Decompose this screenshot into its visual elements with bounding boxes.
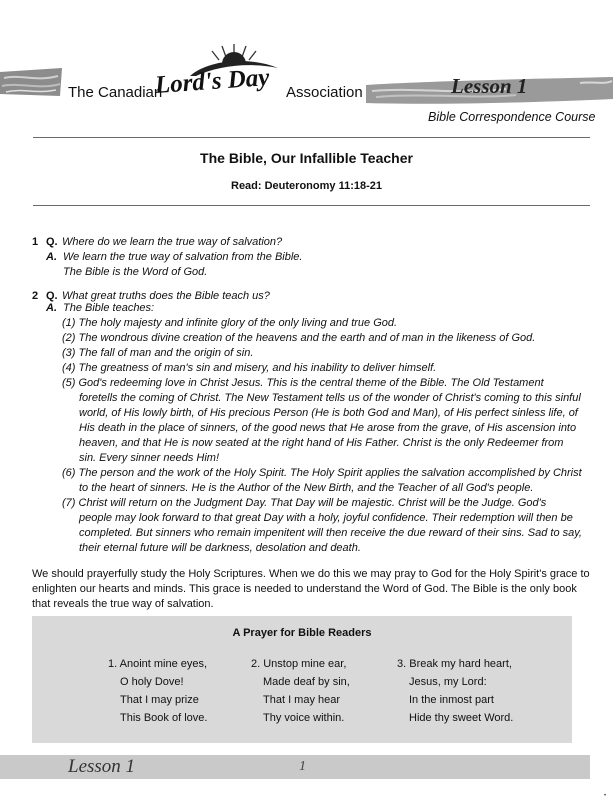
- question-number: 2: [32, 290, 39, 302]
- verse-line: This Book of love.: [120, 712, 208, 724]
- answer-label: A.: [46, 302, 57, 314]
- verse-line: That I may prize: [120, 694, 199, 706]
- verse-line: 1. Anoint mine eyes,: [108, 658, 208, 670]
- teaching-item: (4) The greatness of man's sin and misery, and his inability to deliver himself.: [62, 362, 437, 374]
- prayer-verse-2: [251, 655, 350, 727]
- verse-line: 2. Unstop mine ear,: [251, 658, 347, 670]
- answer-label: A.: [46, 251, 57, 263]
- question-label: Q.: [46, 236, 58, 248]
- question-number: 1: [32, 236, 39, 248]
- lesson-title: The Bible, Our Infallible Teacher: [200, 150, 413, 166]
- prayer-title: A Prayer for Bible Readers: [232, 627, 372, 639]
- question-text: Where do we learn the true way of salvation?: [62, 236, 283, 248]
- verse-line: O holy Dove!: [120, 676, 184, 688]
- teaching-item: (1) The holy majesty and infinite glory of the only living and true God.: [62, 317, 398, 329]
- prayer-box: [32, 616, 572, 743]
- brush-stroke-left-icon: [0, 66, 62, 98]
- org-name-suffix: Association: [286, 84, 363, 101]
- teachings-list: [62, 316, 582, 556]
- prayer-verse-1: [108, 655, 207, 727]
- title-divider: [33, 205, 590, 206]
- verse-line: That I may hear: [263, 694, 341, 706]
- teaching-item: (2) The wondrous divine creation of the heavens and the earth and of man in the likeness of God.: [62, 332, 536, 344]
- verse-line: 3. Break my hard heart,: [397, 658, 512, 670]
- header-divider: [33, 137, 590, 138]
- teaching-item: (7) Christ will return on the Judgment Day. That Day will be majestic. Christ will be the Judge. God's people may look forward to that great Day with a holy, joyful confidence. Their redemption will then be completed. But sinners who remain impenitent will then receive the due reward of their sins. Sad to say, their eternal future will be darkness, desolation and death.: [62, 497, 582, 554]
- question-text: What great truths does the Bible teach us?: [62, 290, 270, 302]
- verse-line: Jesus, my Lord:: [409, 676, 487, 688]
- page-footer: [0, 755, 590, 779]
- teaching-item: (3) The fall of man and the origin of sin.: [62, 347, 254, 359]
- org-name-prefix: The Canadian: [68, 84, 163, 101]
- teaching-item: (5) God's redeeming love in Christ Jesus. This is the central theme of the Bible. The Old Testament foretells the coming of Christ. The New Testament tells us of the wonder of Christ's coming to this sinful world, of His lowly birth, of His precious Person (He is both God and Man), of His perfect sinless life, of His death in the place of sinners, of the good news that He arose from the grave, of His ascension into heaven, and that He is now seated at the right hand of His Father. Christ is the only Redeemer from sin. Every sinner needs Him!: [62, 377, 581, 464]
- closing-paragraph: We should prayerfully study the Holy Scriptures. When we do this we may pray to God for the Holy Spirit's grace to enlighten our hearts and minds. This grace is needed to understand the Word of God. The Bible is the only book that reveals the true way of salvation.: [32, 568, 590, 610]
- verse-line: In the inmost part: [409, 694, 494, 706]
- page-number: 1: [299, 759, 306, 774]
- org-name-script: Lord's Day: [154, 64, 271, 100]
- verse-line: Hide thy sweet Word.: [409, 712, 514, 724]
- verse-line: Thy voice within.: [263, 712, 345, 724]
- teaching-item: (6) The person and the work of the Holy Spirit. The Holy Spirit applies the salvation accomplished by Christ to the heart of sinners. He is the Author of the New Birth, and the Teacher of all God's people.: [62, 467, 582, 494]
- footer-lesson: Lesson 1: [68, 756, 136, 777]
- answer-line: We learn the true way of salvation from the Bible.: [63, 251, 303, 263]
- question-label: Q.: [46, 290, 58, 302]
- reading-reference: Read: Deuteronomy 11:18-21: [231, 180, 382, 192]
- lesson-tag: Lesson 1: [451, 74, 528, 98]
- course-subtitle: Bible Correspondence Course: [428, 110, 596, 124]
- corner-mark: •: [604, 793, 607, 799]
- answer-line: The Bible teaches:: [63, 302, 155, 314]
- prayer-verse-3: [397, 655, 513, 727]
- verse-line: Made deaf by sin,: [263, 676, 350, 688]
- answer-line: The Bible is the Word of God.: [63, 266, 208, 278]
